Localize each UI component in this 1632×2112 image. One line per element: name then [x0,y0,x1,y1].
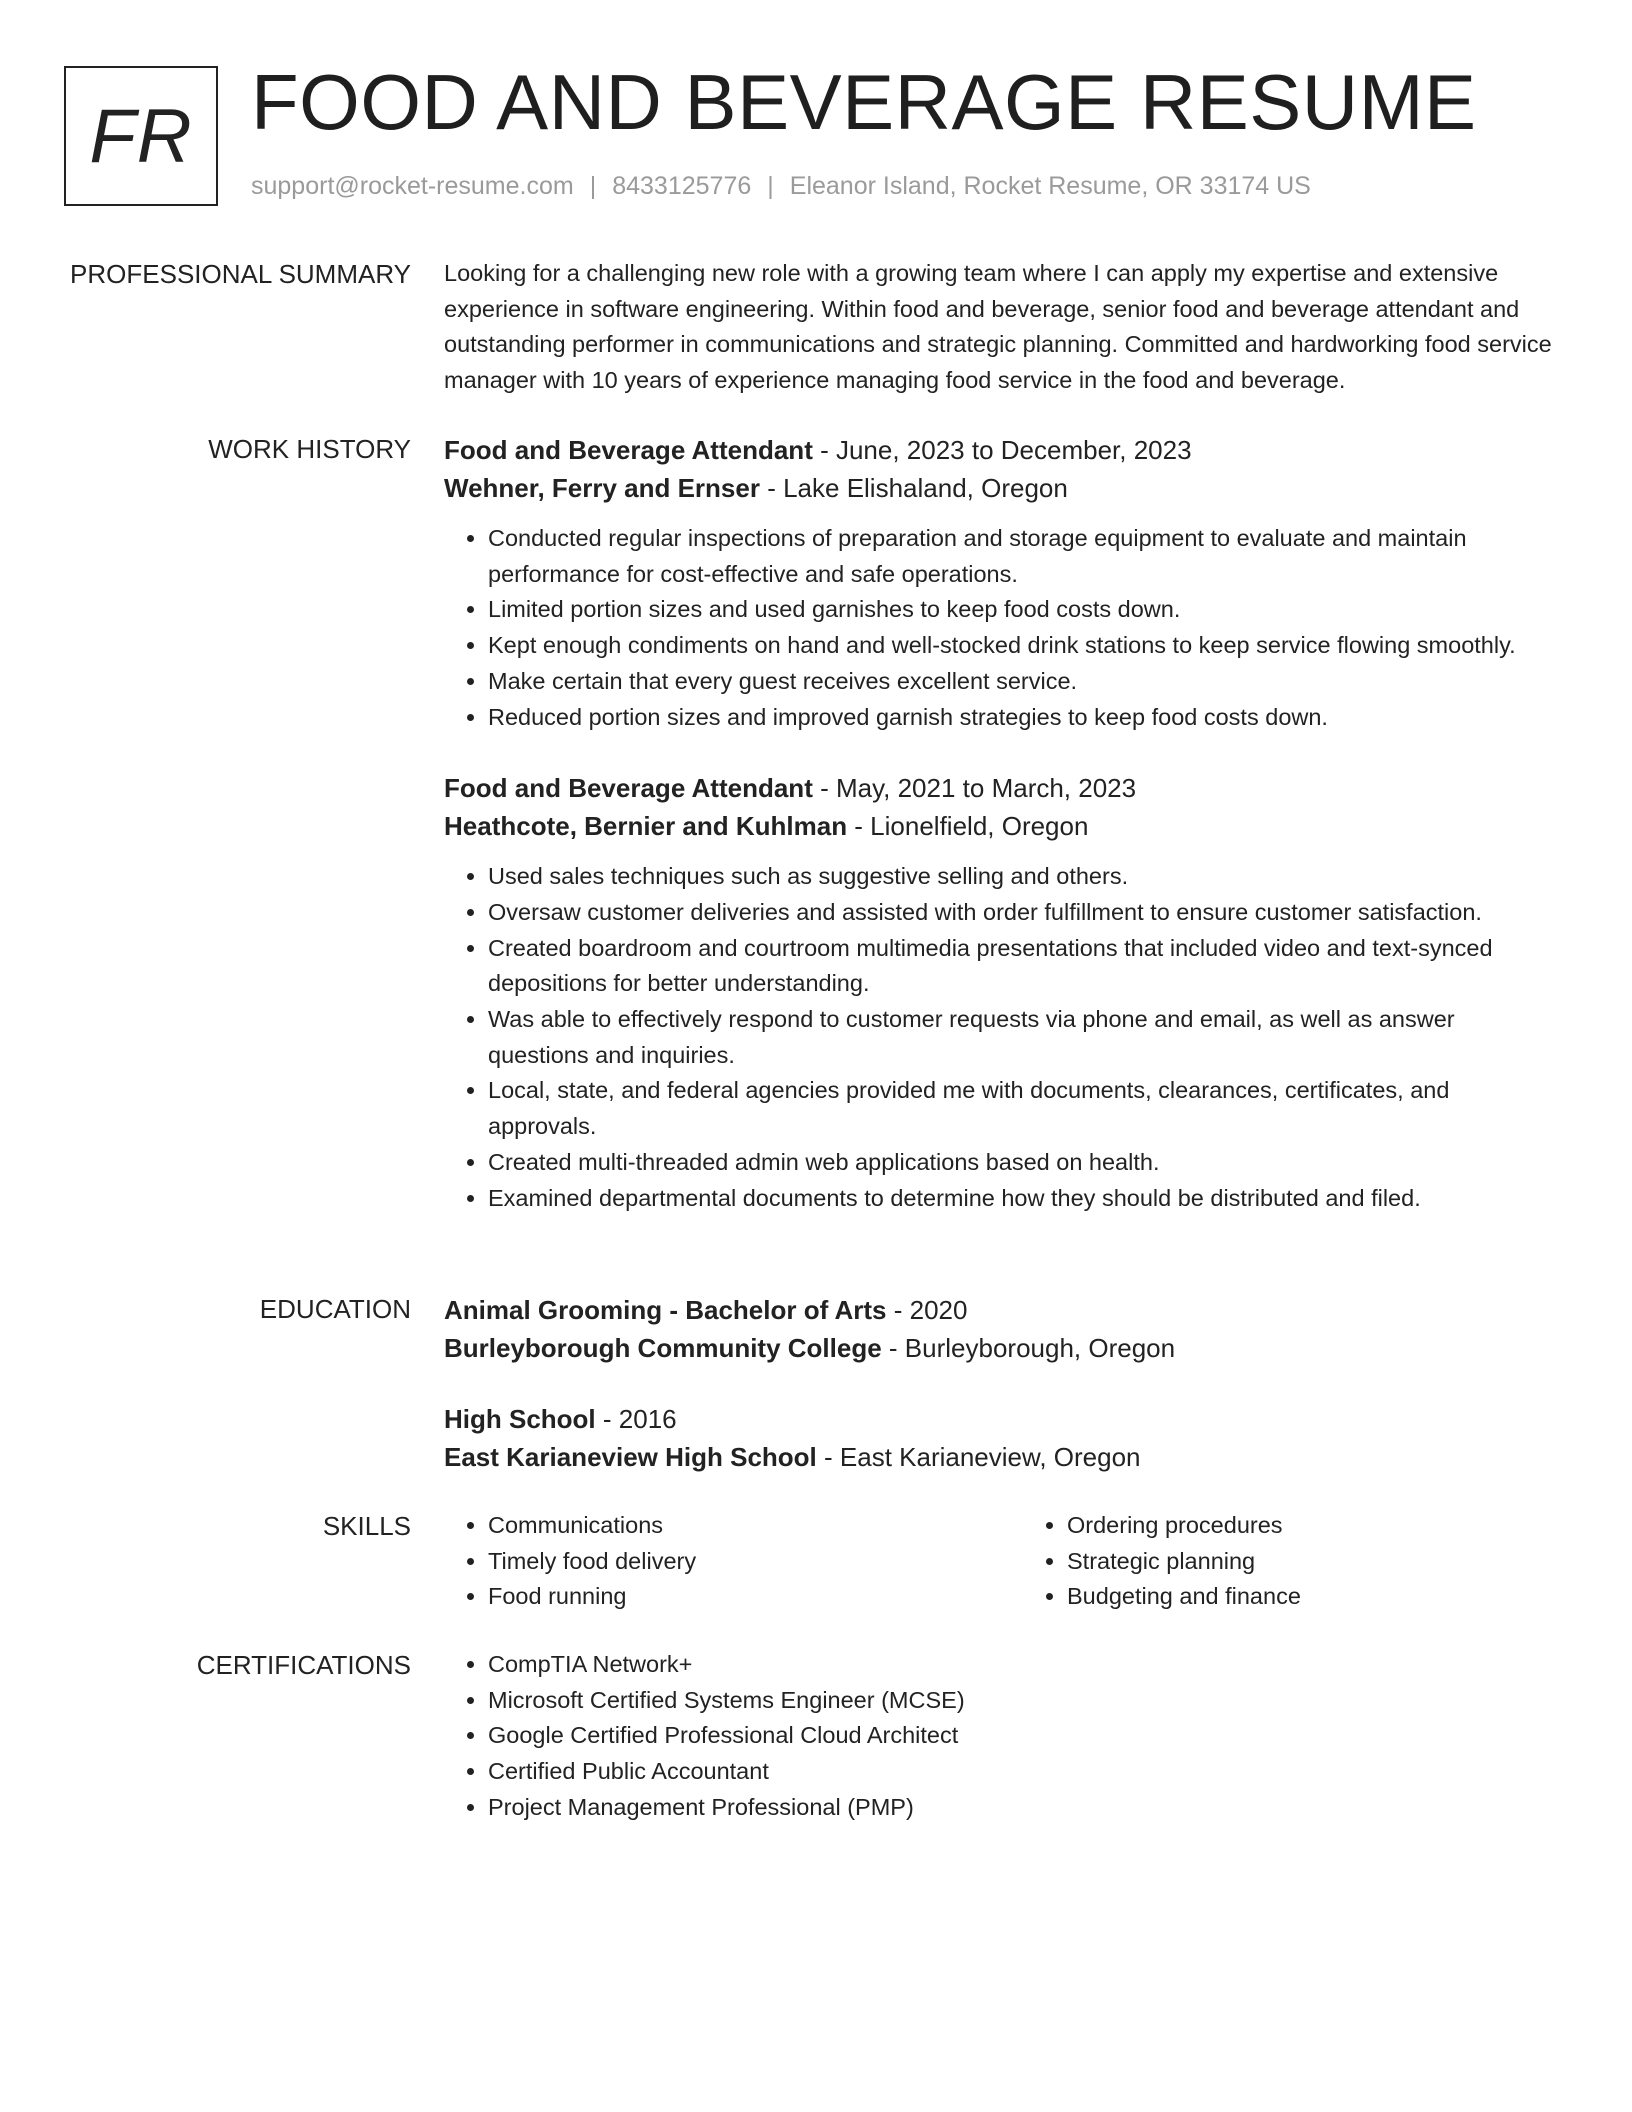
education-entry [444,1291,1560,1367]
skill-item: • Timely food delivery [488,1544,981,1580]
job-bullet: • Created boardroom and courtroom multimedia presentations that included video and text-synced depositions for better understanding. [488,931,1560,1002]
skill-item: • Budgeting and finance [1067,1579,1560,1615]
skills-list-left [444,1508,981,1615]
job-bullet: • Reduced portion sizes and improved garnish strategies to keep food costs down. [488,700,1560,736]
contact-phone[interactable]: 8433125776 [612,172,752,200]
degree-year: - 2020 [886,1295,968,1325]
skills-label: SKILLS [322,1511,411,1541]
job-bullet: • Was able to effectively respond to customer requests via phone and email, as well as answer questions and inquiries. [488,1002,1560,1073]
certification-item: • Google Certified Professional Cloud Architect [488,1718,1560,1754]
school-line [444,1329,1560,1367]
degree-line [444,1291,1560,1329]
job-bullet: • Conducted regular inspections of preparation and storage equipment to evaluate and maintain performance for cost-effective and safe operations. [488,521,1560,592]
job-bullet: • Created multi-threaded admin web applications based on health. [488,1145,1560,1181]
school-line [444,1438,1560,1476]
skill-item: • Food running [488,1579,981,1615]
job-company: Wehner, Ferry and Ernser [444,473,760,503]
school-location: - East Karianeview, Oregon [816,1442,1141,1472]
skill-item: • Communications [488,1508,981,1544]
contact-separator: | [589,172,597,200]
job-location: - Lake Elishaland, Oregon [759,473,1068,503]
contact-address: Eleanor Island, Rocket Resume, OR 33174 US [789,172,1311,200]
job-bullet: • Used sales techniques such as suggestive selling and others. [488,859,1560,895]
job-location: - Lionelfield, Oregon [847,811,1089,842]
skills-columns [444,1508,1560,1615]
job-bullet: • Oversaw customer deliveries and assisted with order fulfillment to ensure customer satisfaction. [488,895,1560,931]
certifications-label: CERTIFICATIONS [196,1650,411,1680]
job-bullet: • Limited portion sizes and used garnishes to keep food costs down. [488,592,1560,628]
monogram-logo: FR [64,66,218,206]
resume-title: FOOD AND BEVERAGE RESUME [251,58,1477,146]
school: Burleyborough Community College [444,1333,882,1363]
job-company: Heathcote, Bernier and Kuhlman [444,811,848,842]
degree: High School [444,1404,596,1434]
job-dates: - May, 2021 to March, 2023 [812,773,1137,804]
job-entry [444,431,1560,735]
job-bullet: • Examined departmental documents to determine how they should be distributed and filed. [488,1181,1560,1217]
job-title-line [444,769,1560,807]
school-location: - Burleyborough, Oregon [881,1333,1176,1363]
summary-label: PROFESSIONAL SUMMARY [70,259,411,289]
school: East Karianeview High School [444,1442,817,1472]
job-company-line [444,807,1560,845]
job-title-line [444,431,1560,469]
education-label: EDUCATION [259,1294,411,1324]
certification-item: • Project Management Professional (PMP) [488,1790,1560,1826]
skill-item: • Ordering procedures [1067,1508,1560,1544]
contact-separator: | [767,172,774,200]
skill-item: • Strategic planning [1067,1544,1560,1580]
work-history-label: WORK HISTORY [208,434,411,464]
job-bullet: • Make certain that every guest receives excellent service. [488,664,1560,700]
education-entry [444,1400,1560,1476]
job-title: Food and Beverage Attendant [444,435,813,465]
degree: Animal Grooming - Bachelor of Arts [444,1295,887,1325]
degree-line [444,1400,1560,1438]
job-title: Food and Beverage Attendant [444,773,813,804]
job-bullet: • Local, state, and federal agencies provided me with documents, clearances, certificates, and approvals. [488,1073,1560,1144]
contact-email[interactable]: support@rocket-resume.com [251,172,574,200]
contact-line [251,172,1311,201]
job-entry [444,769,1560,1216]
job-bullets [444,859,1560,1216]
job-bullets [444,521,1560,735]
skills-list-right [1023,1508,1560,1615]
job-bullet: • Kept enough condiments on hand and well-stocked drink stations to keep service flowing smoothly. [488,628,1560,664]
certification-item: • CompTIA Network+ [488,1647,1560,1683]
summary-text: Looking for a challenging new role with a growing team where I can apply my expertise and extensive experience in software engineering. Within food and beverage, senior food and beverage attendant and outstanding performer in communications and strategic planning. Committed and hardworking food service manager with 10 years of experience managing food service in the food and beverage. [444,260,1552,394]
job-dates: - June, 2023 to December, 2023 [812,435,1192,465]
certifications-list [444,1647,1560,1826]
degree-year: - 2016 [595,1404,677,1434]
job-company-line [444,469,1560,507]
certification-item: • Certified Public Accountant [488,1754,1560,1790]
certification-item: • Microsoft Certified Systems Engineer (MCSE) [488,1683,1560,1719]
